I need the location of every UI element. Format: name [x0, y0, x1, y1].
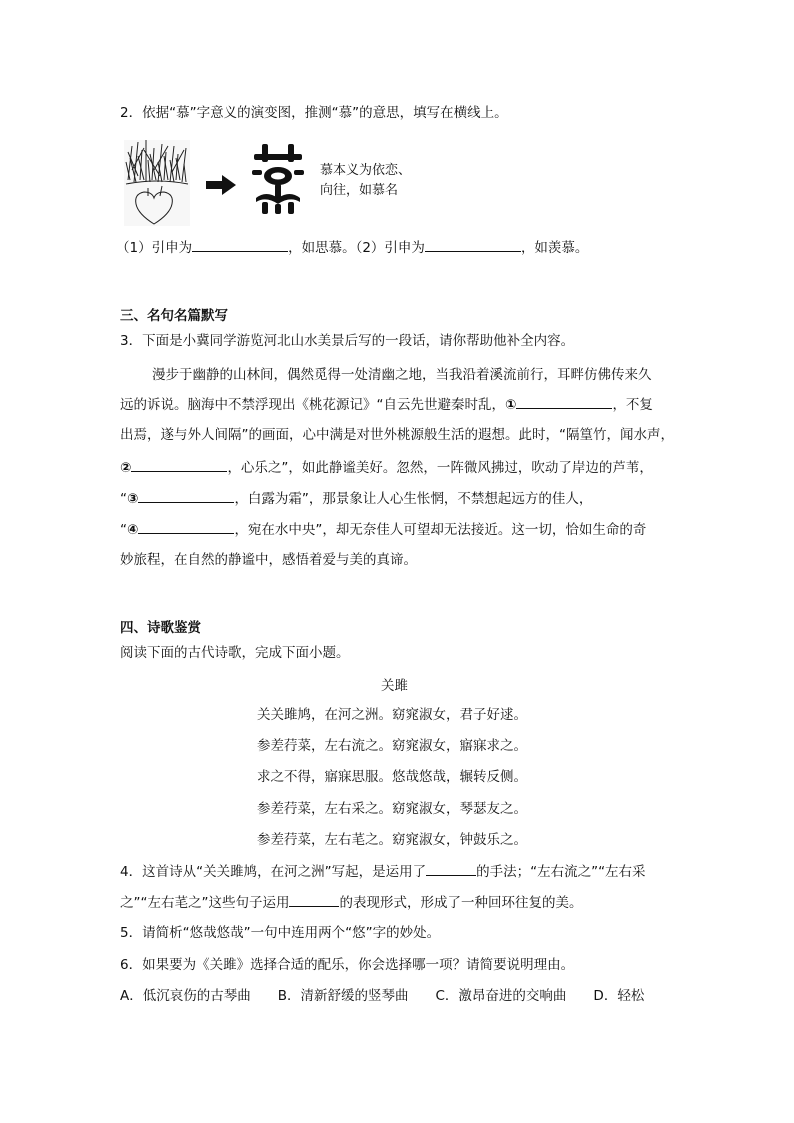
poem-line: 参差荇菜，左右采之。窈窕淑女，琴瑟友之。: [257, 801, 527, 817]
ancient-mu-glyph-icon: [248, 142, 308, 216]
question-6: 6．如果要为《关雎》选择合适的配乐，你会选择哪一项？请简要说明理由。: [120, 957, 575, 973]
section-4-intro: 阅读下面的古代诗歌，完成下面小题。: [120, 645, 350, 661]
poem-line: 参差荇菜，左右流之。窈窕淑女，寤寐求之。: [257, 738, 527, 754]
q4-blank-1[interactable]: [426, 861, 476, 876]
answer-part-2: ，如思慕。（2）引申为: [288, 240, 425, 256]
circle-3-marker: ③: [127, 491, 139, 507]
section-3-heading: 三、名句名篇默写: [120, 308, 228, 324]
circle-1-marker: ①: [505, 397, 517, 413]
poem-line: 关关雎鸠，在河之洲。窈窕淑女，君子好逑。: [257, 707, 527, 723]
q4-text-1: 4．这首诗从“关关雎鸠，在河之洲”写起，是运用了: [120, 864, 427, 880]
q4-text-4: 的表现形式，形成了一种回环往复的美。: [339, 895, 583, 911]
question-3-title: 3．下面是小冀同学游览河北山水美景后写的一段话，请你帮助他补全内容。: [120, 333, 575, 349]
para-line-2-end: ，不复: [612, 397, 653, 413]
blank-3[interactable]: [138, 488, 234, 503]
question-5: 5．请简析“悠哉悠哉”一句中连用两个“悠”字的妙处。: [120, 925, 441, 941]
para-line-4: [120, 457, 653, 478]
poem-line: 参差荇菜，左右芼之。窈窕淑女，钟鼓乐之。: [257, 832, 527, 848]
para-line-6-text: ，宛在水中央”，却无奈佳人可望却无法接近。这一切，恰如生命的奇: [234, 522, 647, 538]
answer-blank-1[interactable]: [192, 237, 288, 252]
q4-text-2: 的手法；“左右流之”“左右采: [476, 864, 646, 880]
para-line-5-text: ，白露为霜”，那景象让人心生怅惘，不禁想起远方的佳人，: [234, 491, 593, 507]
circle-4-marker: ④: [127, 522, 139, 538]
blank-1[interactable]: [516, 394, 612, 409]
para-line-5-quote: “: [120, 491, 127, 507]
arrow-right-icon: [206, 175, 236, 195]
q4-text-3: 之”“左右芼之”这些句子运用: [120, 895, 290, 911]
para-line-4-text: ，心乐之”，如此静谧美好。忽然，一阵微风拂过，吹动了岸边的芦苇，: [227, 460, 653, 476]
question-4-line-2: [120, 892, 582, 913]
para-line-6: [120, 519, 646, 540]
para-line-7: 妙旅程，在自然的静谧中，感悟着爱与美的真谛。: [120, 552, 417, 568]
section-4-heading: 四、诗歌鉴赏: [120, 620, 201, 636]
answer-blank-2[interactable]: [425, 237, 521, 252]
blank-2[interactable]: [131, 457, 227, 472]
poem-line: 求之不得，寤寐思服。悠哉悠哉，辗转反侧。: [257, 769, 527, 785]
question-4-line-1: [120, 861, 646, 882]
caption-line-1: 慕本义为依恋、: [320, 163, 412, 178]
question-2-answers: [116, 237, 588, 258]
para-line-5: [120, 488, 592, 509]
figure-caption: [320, 161, 411, 201]
answer-part-3: ，如羡慕。: [520, 240, 589, 256]
poem-title: 关雎: [381, 678, 408, 694]
grass-heart-illustration: [124, 140, 190, 226]
para-line-3: 出焉，遂与外人间隔”的画面，心中满是对世外桃源般生活的遐想。此时，“隔篁竹，闻水声，: [120, 427, 674, 443]
para-line-1: 漫步于幽静的山林间，偶然觅得一处清幽之地，当我沿着溪流前行，耳畔仿佛传来久: [152, 367, 652, 383]
para-line-6-quote: “: [120, 522, 127, 538]
para-line-2: [120, 394, 653, 415]
para-line-2-text: 远的诉说。脑海中不禁浮现出《桃花源记》“自云先世避秦时乱，: [120, 397, 505, 413]
answer-part-1: （1）引申为: [116, 240, 193, 256]
circle-2-marker: ②: [120, 460, 132, 476]
caption-line-2: 向往，如慕名: [320, 183, 399, 198]
q4-blank-2[interactable]: [289, 892, 339, 907]
question-6-options: A．低沉哀伤的古琴曲 B．清新舒缓的竖琴曲 C．激昂奋进的交响曲 D．轻松: [120, 988, 645, 1004]
question-2-title: 2．依据“慕”字意义的演变图，推测“慕”的意思，填写在横线上。: [120, 105, 508, 121]
blank-4[interactable]: [138, 519, 234, 534]
